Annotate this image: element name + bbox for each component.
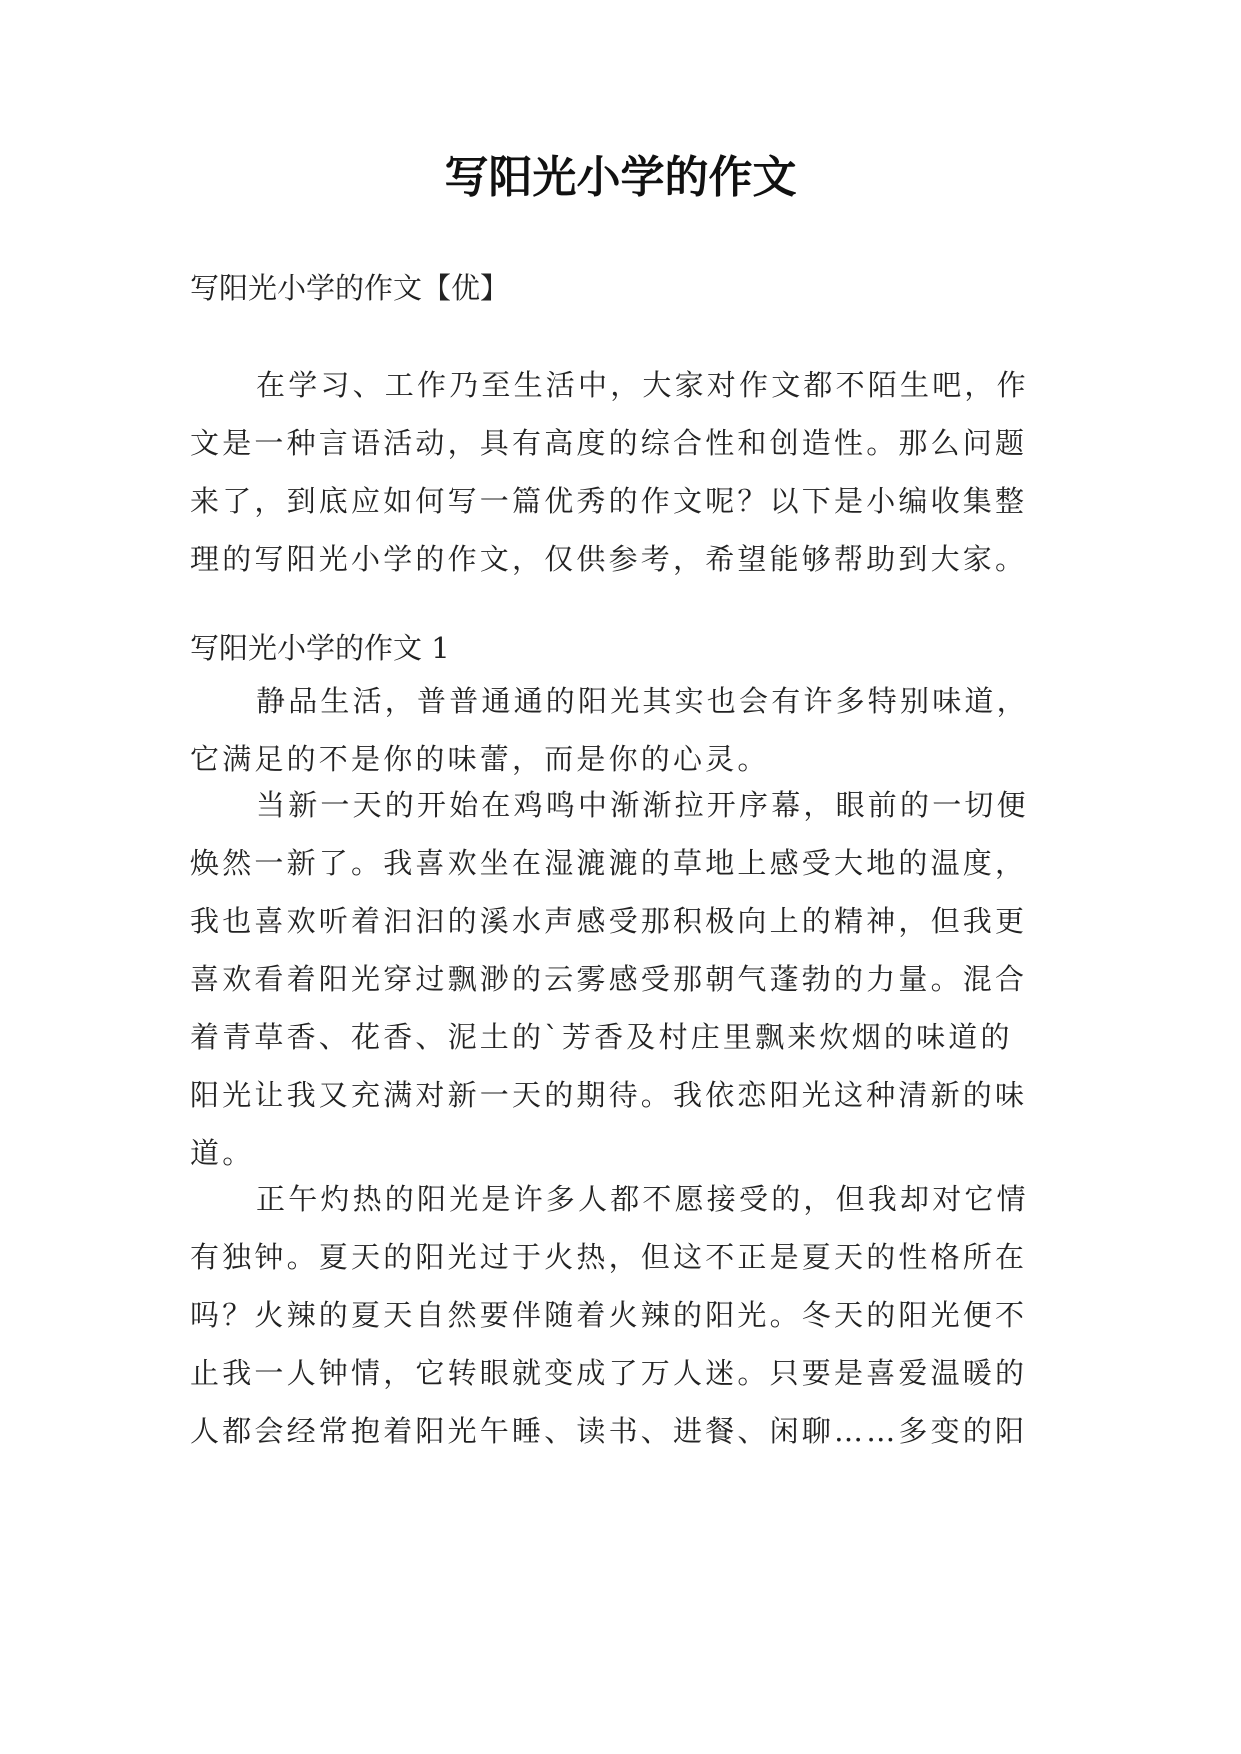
paragraph-line: 当新一天的开始在鸡鸣中渐渐拉开序幕，眼前的一切便 [256, 788, 1029, 822]
paragraph-line: 有独钟。夏天的阳光过于火热，但这不正是夏天的性格所在 [190, 1240, 1028, 1274]
paragraph-line: 我也喜欢听着汩汩的溪水声感受那积极向上的精神，但我更 [190, 904, 1028, 938]
section-paragraph-2 [190, 776, 1050, 1182]
paragraph-line: 在学习、工作乃至生活中，大家对作文都不陌生吧，作 [256, 368, 1029, 402]
paragraph-line: 焕然一新了。我喜欢坐在湿漉漉的草地上感受大地的温度， [190, 846, 1028, 880]
paragraph-line: 人都会经常抱着阳光午睡、读书、进餐、闲聊……多变的阳 [190, 1414, 1028, 1448]
paragraph-line: 它满足的不是你的味蕾，而是你的心灵。 [190, 742, 770, 776]
section-paragraph-1 [190, 672, 1050, 788]
document-subtitle: 写阳光小学的作文【优】 [190, 271, 510, 305]
paragraph-line: 理的写阳光小学的作文，仅供参考，希望能够帮助到大家。 [190, 542, 1028, 576]
paragraph-line: 正午灼热的阳光是许多人都不愿接受的，但我却对它情 [256, 1182, 1029, 1216]
paragraph-line: 止我一人钟情，它转眼就变成了万人迷。只要是喜爱温暖的 [190, 1356, 1028, 1390]
paragraph-line: 喜欢看着阳光穿过飘渺的云雾感受那朝气蓬勃的力量。混合 [190, 962, 1028, 996]
paragraph-line: 道。 [190, 1136, 255, 1170]
paragraph-line: 阳光让我又充满对新一天的期待。我依恋阳光这种清新的味 [190, 1078, 1028, 1112]
document-title: 写阳光小学的作文 [444, 152, 797, 203]
intro-paragraph [190, 356, 1050, 588]
paragraph-line: 静品生活，普普通通的阳光其实也会有许多特别味道， [256, 684, 1029, 718]
section-heading: 写阳光小学的作文 1 [190, 631, 450, 665]
paragraph-line: 吗？火辣的夏天自然要伴随着火辣的阳光。冬天的阳光便不 [190, 1298, 1028, 1332]
paragraph-line: 着青草香、花香、泥土的`芳香及村庄里飘来炊烟的味道的 [190, 1020, 1013, 1054]
paragraph-line: 来了，到底应如何写一篇优秀的作文呢？以下是小编收集整 [190, 484, 1028, 518]
section-paragraph-3 [190, 1170, 1050, 1460]
paragraph-line: 文是一种言语活动，具有高度的综合性和创造性。那么问题 [190, 426, 1028, 460]
